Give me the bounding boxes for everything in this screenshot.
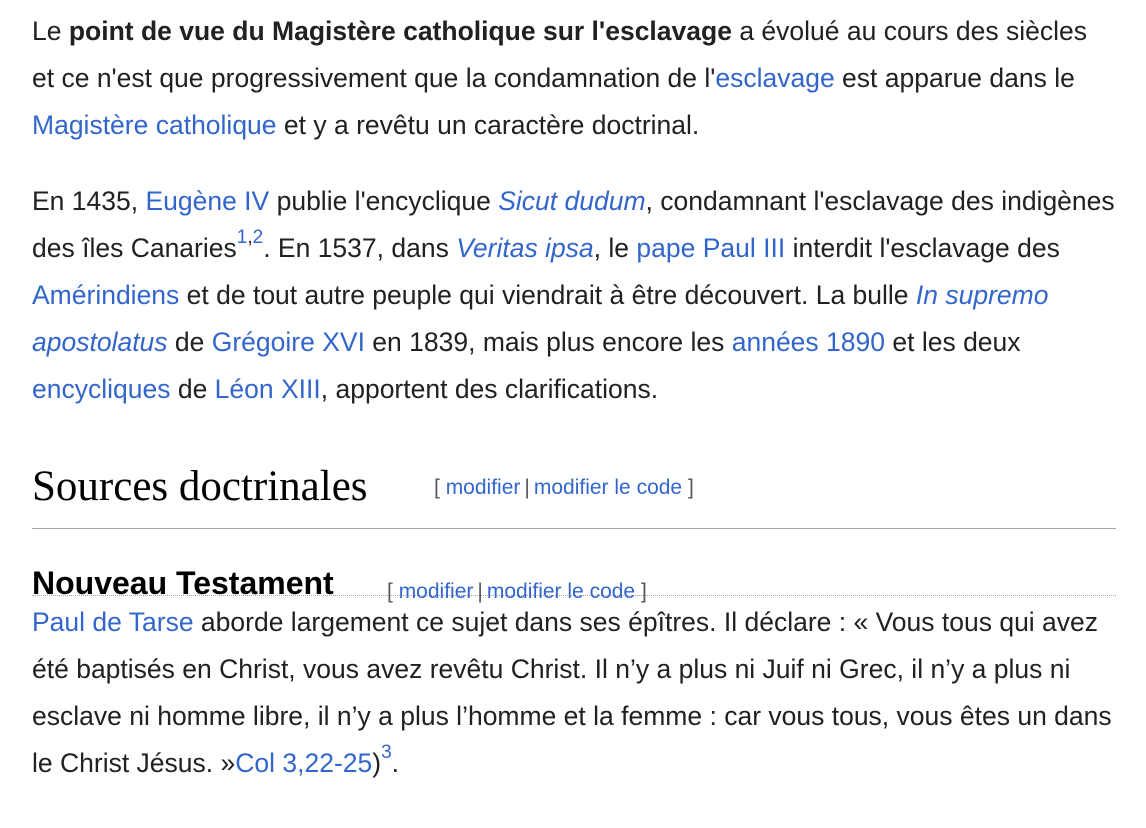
- text: en 1839, mais plus encore les: [364, 327, 732, 357]
- footnote-sep: ,: [247, 227, 253, 249]
- text: , condamnant l'esclavage des indigènes des îles Canaries: [32, 186, 1115, 263]
- edit-separator: |: [477, 580, 483, 603]
- text: et y a revêtu un caractère doctrinal.: [276, 110, 700, 140]
- text: publie l'encyclique: [269, 186, 499, 216]
- text: . En 1537, dans: [263, 233, 457, 263]
- edit-link[interactable]: modifier: [398, 580, 474, 603]
- text: .: [391, 748, 400, 778]
- edit-section-links: [434, 476, 694, 500]
- link-sicut-dudum[interactable]: Sicut dudum: [498, 186, 646, 216]
- link-in-supremo[interactable]: In supremo apostolatus: [32, 280, 1049, 357]
- link-esclavage[interactable]: esclavage: [715, 63, 835, 93]
- footnote-refs: [381, 742, 392, 763]
- text: est apparue dans le: [834, 63, 1075, 93]
- edit-section-links: [387, 580, 647, 604]
- text: , apportent des clarifications.: [320, 374, 659, 404]
- link-veritas-ipsa[interactable]: Veritas ipsa: [456, 233, 594, 263]
- text: Le: [32, 16, 69, 46]
- intro-paragraph: [32, 0, 1116, 149]
- bold-subject: point de vue du Magistère catholique sur l'esclavage: [68, 16, 732, 46]
- footnote-refs: [237, 227, 263, 248]
- history-paragraph: [32, 178, 1116, 413]
- bracket-close: ]: [687, 476, 694, 499]
- footnote-3[interactable]: 3: [381, 742, 392, 764]
- section-heading-sources: [32, 454, 1116, 529]
- text: En 1435,: [32, 186, 146, 216]
- edit-separator: |: [524, 476, 530, 499]
- link-annees-1890[interactable]: années 1890: [731, 327, 885, 357]
- link-leon-xiii[interactable]: Léon XIII: [214, 374, 321, 404]
- subsection-heading-nt: [32, 529, 1116, 603]
- text: de: [167, 327, 212, 357]
- link-encycliques[interactable]: encycliques: [32, 374, 171, 404]
- edit-link[interactable]: modifier: [445, 476, 521, 499]
- text: de: [170, 374, 215, 404]
- link-gregoire-xvi[interactable]: Grégoire XVI: [211, 327, 365, 357]
- article-content: [32, 0, 1116, 787]
- text: et les deux: [885, 327, 1021, 357]
- bracket-close: ]: [640, 580, 647, 603]
- footnote-1[interactable]: 1: [236, 227, 248, 249]
- text: aborde largement ce sujet dans ses épîtres. Il déclare : « Vous tous qui avez été baptisés en Christ, vous avez revêtu Christ. Il n’y a plus ni Juif ni Grec, il n’y a plus ni esclave ni homme libre, il n’y a plus l’homme et la femme : car vous tous, vous êtes un dans le Christ Jésus. »: [32, 607, 1112, 778]
- text: ): [372, 748, 382, 778]
- text: interdit l'esclavage des: [785, 233, 1060, 263]
- link-eugene-iv[interactable]: Eugène IV: [145, 186, 270, 216]
- link-col[interactable]: Col 3,22-25: [235, 748, 373, 778]
- link-amerindiens[interactable]: Amérindiens: [32, 280, 180, 310]
- bracket-open: [: [434, 476, 440, 499]
- text: a évolué au cours des siècles et ce n'est que progressivement que la condamnation de l': [32, 16, 1087, 93]
- edit-code-link[interactable]: modifier le code: [533, 476, 683, 499]
- link-magistere[interactable]: Magistère catholique: [32, 110, 277, 140]
- paul-paragraph: [32, 599, 1116, 787]
- link-pape-paul-iii[interactable]: pape Paul III: [636, 233, 786, 263]
- text: et de tout autre peuple qui viendrait à être découvert. La bulle: [179, 280, 916, 310]
- bracket-open: [: [387, 580, 393, 603]
- link-paul-de-tarse[interactable]: Paul de Tarse: [32, 607, 194, 637]
- footnote-2[interactable]: 2: [252, 227, 264, 249]
- text: , le: [593, 233, 637, 263]
- section-title: Sources doctrinales: [32, 463, 368, 510]
- subsection-title: Nouveau Testament: [32, 565, 334, 601]
- edit-code-link[interactable]: modifier le code: [486, 580, 636, 603]
